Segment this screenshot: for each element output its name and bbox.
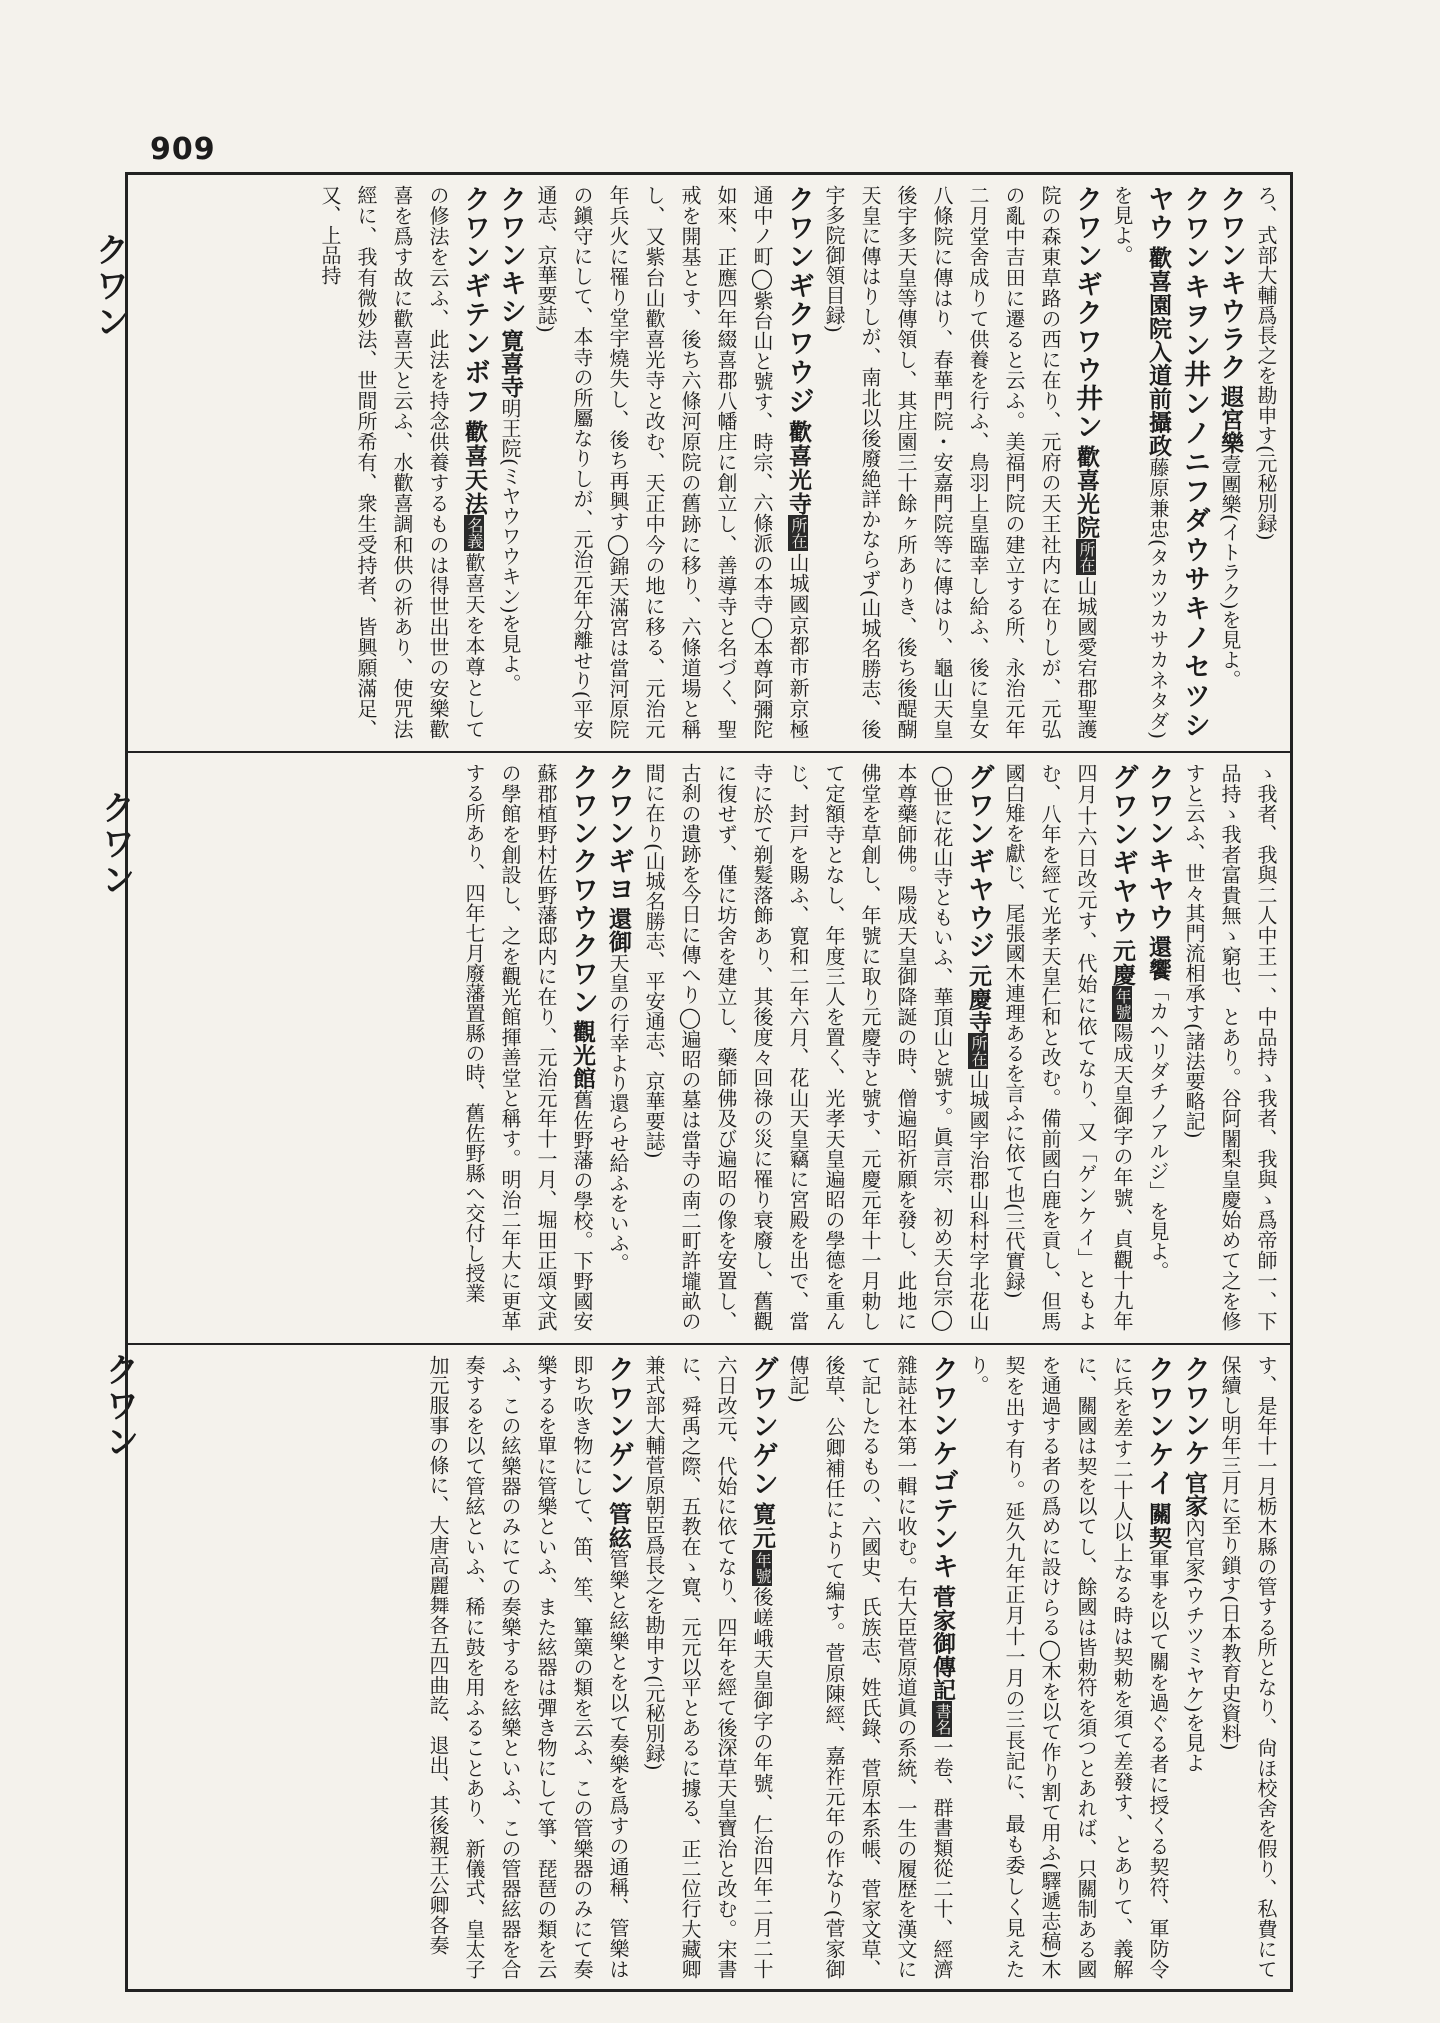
entry-kanji: 元慶 — [1109, 938, 1136, 986]
entry-body: 天皇の行幸より還らせ給ふをいふ。 — [606, 953, 630, 1273]
entry-headword: クワンキシ — [495, 185, 526, 325]
entry-body: 一卷、群書類從二十、經濟雜誌社本第一輯に收む。右大臣菅原道眞の系統、一生の履歴を漢文にて記したるもの、六國史、氏族志、姓氏錄、菅原本系帳、菅家文草、後草、公卿補任によりて編す。菅原陳經、嘉祚元年の作なり(菅家御傳記) — [786, 1355, 954, 1980]
dictionary-entry — [636, 763, 996, 1331]
dictionary-entry — [1248, 185, 1284, 739]
entry-headword: クワンクワウクワン — [567, 763, 598, 1017]
entry-kanji: 元慶寺 — [965, 963, 992, 1034]
entry-kanji: 歡喜園院入道前攝政 — [1145, 245, 1172, 458]
dictionary-entry — [1140, 763, 1176, 1331]
dictionary-entry — [780, 1355, 960, 1979]
entry-body: 舊佐野藩の學校。下野國安蘇郡植野村佐野藩邸内に在り、元治元年十一月、堀田正頌文武の學館を創設し、之を觀光館揮善堂と稱す。明治二年大に更革する所あり、四年七月廢藩置縣の時、舊佐野縣へ交付し授業 — [462, 763, 594, 1332]
band-top — [128, 175, 1290, 749]
entry-kanji: 歡喜天法 — [461, 419, 488, 516]
entry-tag: 所在 — [789, 517, 808, 550]
entry-kanji: 寛元 — [749, 1502, 776, 1550]
dictionary-entry — [492, 185, 528, 739]
entry-body: 後嵯峨天皇御字の年號、仁治四年二月二十六日改元、代始に依てなり、四年を經て後深草天皇寶治と改む。宋書に、舜禹之際、五教在ゝ寛、元元以平とあるに據る、正二位行大藏卿兼式部大輔菅原朝臣爲長之を勘申す(元秘別録) — [642, 1355, 774, 1980]
entry-body: 內官家(ウチツミヤケ)を見よ — [1182, 1517, 1206, 1773]
entry-headword: クワンケ — [1179, 1355, 1210, 1467]
entry-headword: クワンゲン — [603, 1355, 634, 1498]
entry-kanji: 寛喜寺 — [497, 329, 524, 398]
dictionary-entry — [1212, 1355, 1284, 1979]
entry-body: 軍事を以て關を過ぐる者に授くる契符、軍防令に兵を差す二十人以上なる時は契勅を須て差發す、とありて、義解に、關國は契を以てし、餘國は皆勅符を須つとあれば、只關制ある國を通過する者の爲めに設けらる◯木を以て作り割て用ふ(驛遞志稿)木契を出す有り。延久九年正月十一月の三長記に、最も委しく見えたり。 — [966, 1355, 1170, 1980]
entry-tag: 年號 — [1113, 987, 1132, 1020]
entry-headword: グワンゲン — [747, 1355, 778, 1499]
entry-body: ろ、式部大輔爲長之を勘申す(元秘別録) — [1254, 185, 1278, 541]
entry-body: 山城國愛宕郡聖護院の森東草路の西に在り、元府の天王社内に在りしが、元弘の亂中吉田に遷ると云ふ。美福門院の建立する所、永治元年二月堂舍成りて供養を行ふ、鳥羽上皇臨幸し給ふ、後に皇女八條院に傳はり、春華門院・安嘉門院等に傳はり、龜山天皇後宇多天皇等傳領し、其庄園三十餘ヶ所ありき、後ち後醍醐天皇に傳はりしが、南北以後廢絶詳かならず(山城名勝志、後宇多院御領目録) — [822, 185, 1098, 740]
entry-headword: クワンキウラク — [1215, 185, 1246, 381]
entry-headword: クワンキヤウ — [1143, 763, 1174, 931]
entry-body: 山城國京都市新京極通中ノ町◯紫台山と號す、時宗、六條派の本寺◯本尊阿彌陀如來、正應四年綴喜郡八幡庄に創立し、善導寺と名づく、聖戒を開基とす、後ち六條河原院の舊跡に移り、六條道場と稱し、又紫台山歡喜光寺と改む、天正中今の地に移る、元治元年兵火に罹り堂宇燒失し、後ち再興す◯錦天滿宮は當河原院の鎭守にして、本寺の所屬なりしが、元治元年分離せり(平安通志、京華要誌) — [534, 185, 810, 740]
entry-headword: クワンギヨ — [603, 763, 634, 903]
entry-kanji: 歡喜光院 — [1073, 445, 1100, 540]
side-label-top: クワン — [89, 232, 129, 340]
side-label-middle: クワン — [95, 790, 135, 898]
entry-headword: クワンキヲン井ンノニフダウサキノセツシヤウ — [1143, 185, 1210, 739]
dictionary-entry — [1176, 1355, 1212, 1979]
page-number: 909 — [150, 132, 216, 167]
entry-headword: クワンギクワウジ — [783, 185, 814, 416]
entry-headword: グワンギヤウジ — [963, 763, 994, 960]
entry-kanji: 關契 — [1145, 1501, 1172, 1549]
page-frame — [125, 172, 1293, 1992]
dictionary-entry — [1104, 185, 1212, 739]
dictionary-entry — [600, 763, 636, 1331]
dictionary-entry — [1212, 185, 1248, 739]
entry-kanji: 觀光館 — [569, 1020, 596, 1090]
entry-kanji: 遐宮樂 — [1217, 385, 1244, 454]
dictionary-entry — [996, 763, 1140, 1331]
entry-headword: クワンケイ — [1143, 1355, 1174, 1498]
entry-tag: 年號 — [753, 1551, 772, 1584]
entry-tag: 所在 — [969, 1035, 988, 1068]
dictionary-entry — [420, 1355, 636, 1979]
entry-kanji: 菅家御傳記 — [929, 1584, 956, 1701]
band-middle — [128, 751, 1290, 1341]
entry-headword: クワンギテンボフ — [459, 185, 490, 416]
dictionary-entry — [636, 1355, 780, 1979]
entry-body: 「カヘリダチノアルジ」を見よ。 — [1146, 981, 1170, 1281]
entry-tag: 名義 — [465, 517, 484, 550]
entry-kanji: 還饗 — [1145, 935, 1172, 981]
entry-body: 明王院(ミヤウワウキン)を見よ。 — [498, 398, 522, 694]
entry-body: 壹團樂(イトラク)を見よ。 — [1218, 454, 1242, 690]
dictionary-entry — [528, 185, 816, 739]
entry-tag: 書名 — [933, 1702, 952, 1735]
entry-headword: クワンギクワウ井ン — [1071, 185, 1102, 442]
band-bottom — [128, 1343, 1290, 1989]
entry-kanji: 管絃 — [605, 1501, 632, 1549]
entry-kanji: 官家 — [1181, 1471, 1208, 1517]
entry-body: 歡喜天を本尊としての修法を云ふ、此法を持念供養するものは得世出世の安樂歡喜を爲す故に歡喜天と云ふ、水歡喜調和供の祈あり、使咒法經に、我有微妙法、世間所希有、衆生受持者、皆興願滿足、又、上品持 — [318, 185, 486, 740]
entry-body: 陽成天皇御字の年號、貞觀十九年四月十六日改元す、代始に依てなり、又「ゲンケイ」ともよむ、八年を經て光孝天皇仁和と改む。備前國白鹿を貢し、但馬國白雉を獻じ、尾張國木連理あるを言ふに依て也(三代實録) — [1002, 763, 1134, 1332]
entry-body: ゝ我者、我與二人中王一、中品持ゝ我者、我與ゝ爲帝師一、下品持ゝ我者富貴無ゝ窮也、とあり。谷阿闍梨皇慶始めて之を修すと云ふ、世々其門流相承す(諸法要略記) — [1182, 763, 1278, 1331]
entry-tag: 所在 — [1077, 541, 1096, 574]
side-label-bottom: クワン — [99, 1352, 139, 1460]
dictionary-entry — [816, 185, 1104, 739]
dictionary-entry — [1176, 763, 1284, 1331]
entry-headword: クワンケゴテンキ — [927, 1355, 958, 1581]
entry-body: 山城國宇治郡山科村字北花山◯世に花山寺ともいふ、華頂山と號す。眞言宗、初め天台宗◯本尊藥師佛。陽成天皇御降誕の時、僧遍昭祈願を發し、此地に佛堂を草創し、年號に取り元慶寺と號す、元慶元年十一月勅して定額寺となし、年度三人を置く、光孝天皇遍昭の學德を重んじ、封戸を賜ふ、寛和二年六月、花山天皇竊に宮殿を出で、當寺に於て剃髮落飾あり、其後度々回祿の災に罹り衰廢し、舊觀に復せず、僅に坊舍を建立し、藥師佛及び遍昭の像を安置し、古刹の遺跡を今日に傳へり◯遍昭の墓は當寺の南二町許壠畝の間に在り(山城名勝志、平安通志、京華要誌) — [642, 763, 990, 1332]
entry-body: す、是年十一月栃木縣の管する所となり、尙ほ校舍を假り、私費にて保續し明年三月に至り鎖す(日本教育史資料) — [1218, 1355, 1278, 1979]
entry-body: 藤原兼忠(タカツカサカネタダ)を見よ。 — [1110, 185, 1170, 740]
dictionary-entry — [456, 763, 600, 1331]
entry-body: 管樂と絃樂とを以て奏樂を爲すの通稱、管樂は即ち吹き物にして、笛、笙、篳篥の類を云ふ、この管樂器のみにて奏樂するを單に管樂といふ、また絃器は彈き物にして箏、琵琶の類を云ふ、この絃樂器のみにての奏樂するを絃樂といふ、この管器絃器を合奏するを以て管絃といふ、稀に鼓を用ふることあり、新儀式、皇太子加元服事の條に、大唐高麗舞各五四曲訖、退出、其後親王公卿各奏 — [426, 1355, 630, 1980]
dictionary-entry — [960, 1355, 1176, 1979]
entry-kanji: 歡喜光寺 — [785, 419, 812, 516]
entry-kanji: 還御 — [605, 907, 632, 953]
entry-headword: グワンギヤウ — [1107, 763, 1138, 935]
dictionary-entry — [312, 185, 492, 739]
